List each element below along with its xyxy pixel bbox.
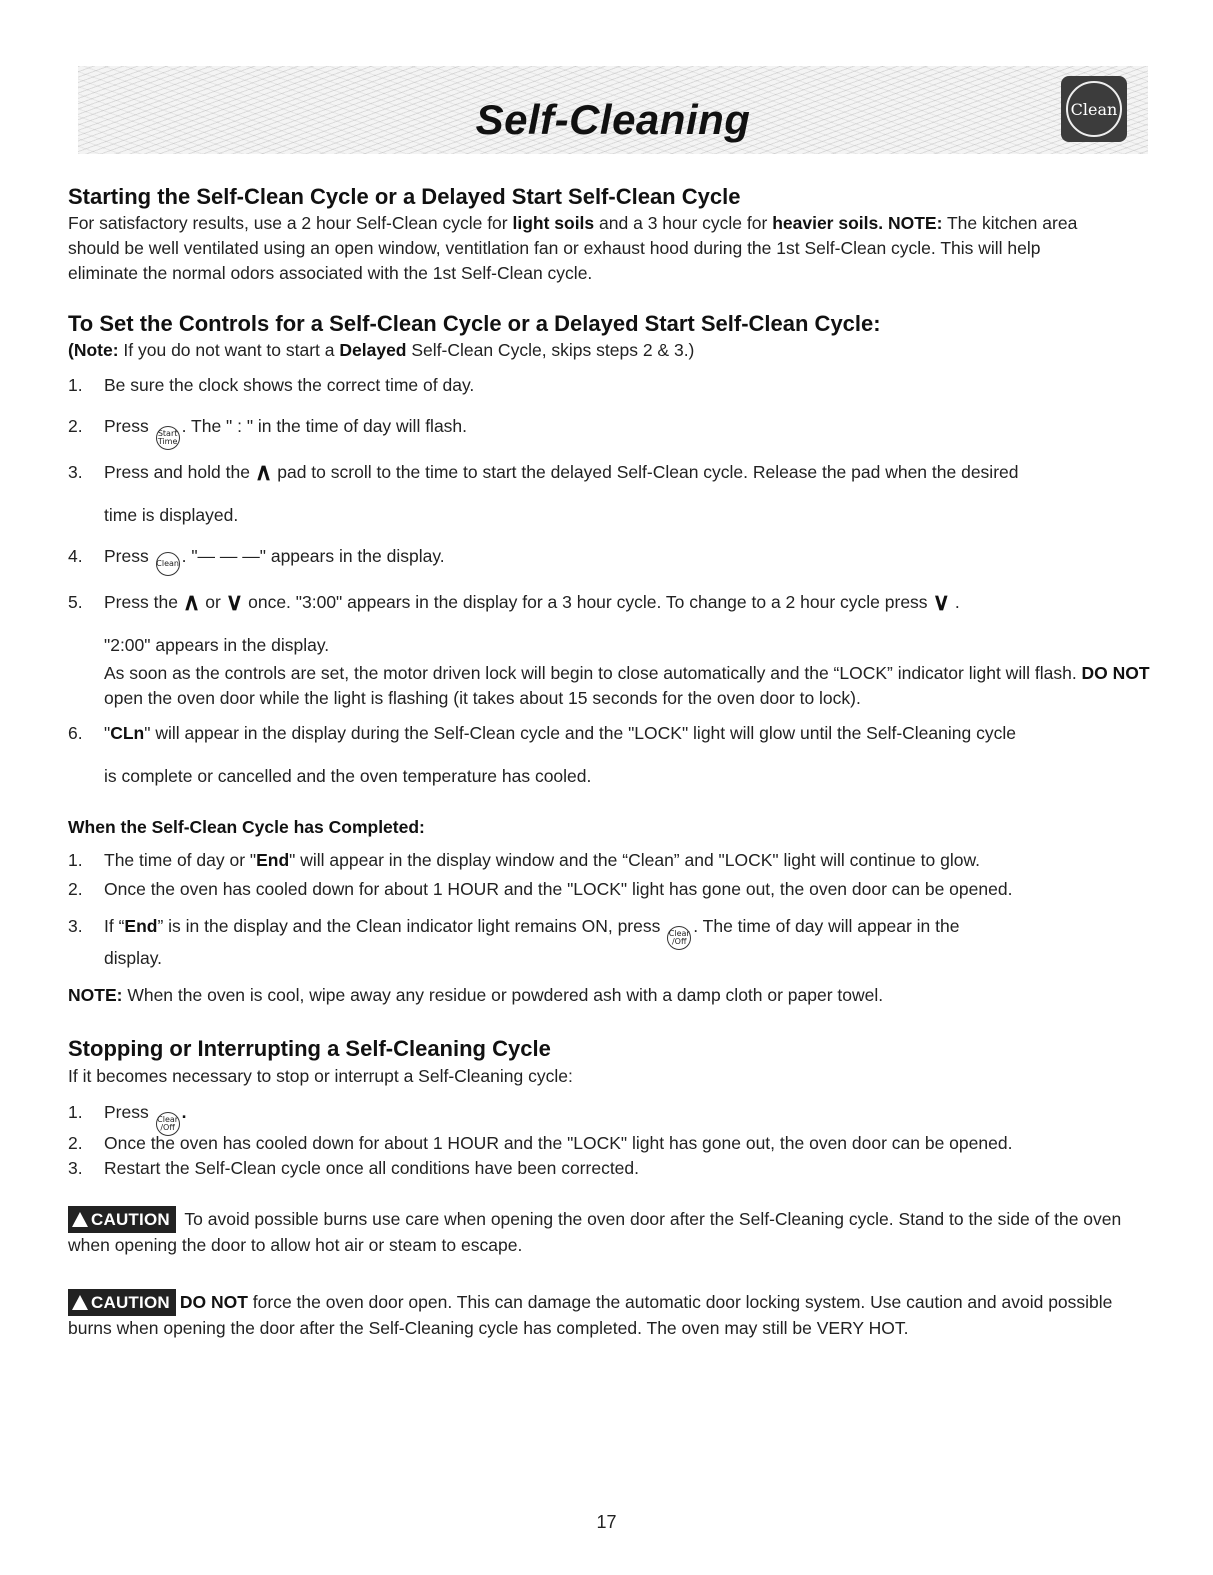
start-time-keypad-icon: Start Time	[156, 426, 180, 450]
text: . The " : " in the time of day will flash.	[181, 416, 468, 436]
step-number: 1.	[68, 850, 83, 870]
text: Press	[104, 546, 154, 566]
up-arrow-icon: ∧	[182, 589, 201, 616]
text: " will appear in the display during the Self-Clean cycle and the "LOCK" light will glow until the Self-Cleaning cycle	[144, 723, 1016, 743]
step-text: Once the oven has cooled down for about 1 HOUR and the "LOCK" light has gone out, the oven door can be opened.	[104, 1133, 1013, 1153]
clear-off-keypad-icon: Clear /Off	[667, 926, 691, 950]
section-heading-stopping: Stopping or Interrupting a Self-Cleaning Cycle	[68, 1036, 551, 1061]
step-text	[104, 914, 1154, 950]
step-text	[104, 544, 1154, 576]
note-line	[68, 983, 1148, 1008]
step-continuation: display.	[104, 948, 163, 968]
section-heading-starting: Starting the Self-Clean Cycle or a Delayed Start Self-Clean Cycle	[68, 184, 741, 209]
caution-label: CAUTION	[91, 1293, 170, 1312]
section-heading-set-controls: To Set the Controls for a Self-Clean Cycle or a Delayed Start Self-Clean Cycle:	[68, 311, 881, 336]
step-number: 1.	[68, 1102, 83, 1122]
step-text	[104, 460, 1154, 485]
page-title: Self-Cleaning	[475, 96, 751, 143]
step-text	[104, 414, 1154, 450]
bold-text: heavier soils. NOTE:	[772, 213, 943, 233]
clean-keypad-icon: Clean	[156, 552, 180, 576]
step-number: 1.	[68, 375, 83, 395]
step-continuation: is complete or cancelled and the oven temperature has cooled.	[104, 766, 592, 786]
text: Press	[104, 1102, 154, 1122]
step-text	[104, 590, 1154, 615]
bold-text: light soils	[512, 213, 595, 233]
section-heading-completed: When the Self-Clean Cycle has Completed:	[68, 817, 425, 837]
warning-triangle-icon	[72, 1295, 88, 1310]
step-number: 2.	[68, 879, 83, 899]
step-number: 2.	[68, 1133, 83, 1153]
step-number: 5.	[68, 592, 83, 612]
step-continuation: "2:00" appears in the display.	[104, 635, 330, 655]
bold-text: DO NOT	[1081, 663, 1150, 683]
text: or	[200, 592, 226, 612]
clean-icon	[1061, 76, 1127, 142]
step-continuation: time is displayed.	[104, 505, 239, 525]
step-text	[104, 721, 1154, 746]
caution-badge	[68, 1206, 176, 1233]
text: Self-Clean Cycle, skips steps 2 & 3.)	[406, 340, 695, 360]
step-number: 3.	[68, 1158, 83, 1178]
text: . The time of day will appear in the	[693, 916, 960, 936]
text: and a 3 hour cycle for	[594, 213, 773, 233]
text: As soon as the controls are set, the motor driven lock will begin to close automatically and the “LOCK” indicator light will flash.	[104, 663, 1082, 683]
text: once. "3:00" appears in the display for a 3 hour cycle. To change to a 2 hour cycle press	[243, 592, 933, 612]
bold-text: Note:	[73, 340, 119, 360]
up-arrow-icon: ∧	[254, 459, 273, 486]
text: If you do not want to start a	[118, 340, 340, 360]
caution-label: CAUTION	[91, 1210, 170, 1229]
text: Press	[104, 416, 154, 436]
note-line	[68, 338, 1148, 363]
bold-text: End	[124, 916, 158, 936]
section-intro-paragraph	[68, 211, 1108, 286]
page-number: 17	[596, 1512, 617, 1532]
step-text: Restart the Self-Clean cycle once all conditions have been corrected.	[104, 1158, 640, 1178]
text: Press the	[104, 592, 183, 612]
text: When the oven is cool, wipe away any residue or powdered ash with a damp cloth or paper towel.	[122, 985, 884, 1005]
bold-text: DO NOT	[179, 1292, 248, 1312]
bold-text: End	[256, 850, 290, 870]
bold-text: NOTE:	[68, 985, 123, 1005]
bold-text: Delayed	[339, 340, 407, 360]
text: .	[181, 1102, 187, 1122]
step-number: 3.	[68, 916, 83, 936]
text: The time of day or "	[104, 850, 257, 870]
clear-off-keypad-icon: Clear /Off	[156, 1112, 180, 1136]
text: If “	[104, 916, 125, 936]
step-number: 6.	[68, 723, 83, 743]
paren: (	[68, 340, 74, 360]
step-continuation	[104, 661, 1154, 711]
text: Press and hold the	[104, 462, 255, 482]
clean-icon-label: Clean	[1066, 81, 1122, 137]
text: .	[950, 592, 960, 612]
text: For satisfactory results, use a 2 hour Self-Clean cycle for	[68, 213, 513, 233]
text: "	[104, 723, 111, 743]
step-text: Be sure the clock shows the correct time of day.	[104, 375, 475, 395]
bold-text: CLn	[110, 723, 145, 743]
text: " will appear in the display window and the “Clean” and "LOCK" light will continue to glow.	[289, 850, 980, 870]
text: The kitchen area should be well ventilated using an open window, ventitlation fan or exhaust hood during the 1st Self-Clean cycle. This will help eliminate the normal odors associated with the 1st Self-Clean cycle.	[68, 213, 1078, 283]
caution-badge	[68, 1289, 176, 1316]
warning-triangle-icon	[72, 1212, 88, 1227]
caution-text: To avoid possible burns use care when opening the oven door after the Self-Cleaning cycle. Stand to the side of the oven when opening the door to allow hot air or steam to escape.	[68, 1209, 1122, 1255]
text: open the oven door while the light is flashing (it takes about 15 seconds for the oven door to lock).	[104, 688, 861, 708]
caution-text: force the oven door open. This can damage the automatic door locking system. Use caution and avoid possible burns when opening the door after the Self-Cleaning cycle has completed. The oven may still be VERY HOT.	[68, 1292, 1113, 1338]
caution-paragraph-2	[68, 1289, 1148, 1341]
text: pad to scroll to the time to start the delayed Self-Clean cycle. Release the pad when the desired	[272, 462, 1019, 482]
down-arrow-icon: ∨	[225, 589, 244, 616]
text: . "— — —" appears in the display.	[181, 546, 445, 566]
step-number: 2.	[68, 416, 83, 436]
down-arrow-icon: ∨	[932, 589, 951, 616]
text: ” is in the display and the Clean indicator light remains ON, press	[157, 916, 666, 936]
step-number: 3.	[68, 462, 83, 482]
header-banner	[78, 66, 1148, 154]
step-text: Once the oven has cooled down for about 1 HOUR and the "LOCK" light has gone out, the oven door can be opened.	[104, 879, 1013, 899]
step-number: 4.	[68, 546, 83, 566]
section-intro: If it becomes necessary to stop or interrupt a Self-Cleaning cycle:	[68, 1066, 573, 1086]
caution-paragraph-1	[68, 1206, 1148, 1258]
step-text	[104, 848, 1154, 873]
